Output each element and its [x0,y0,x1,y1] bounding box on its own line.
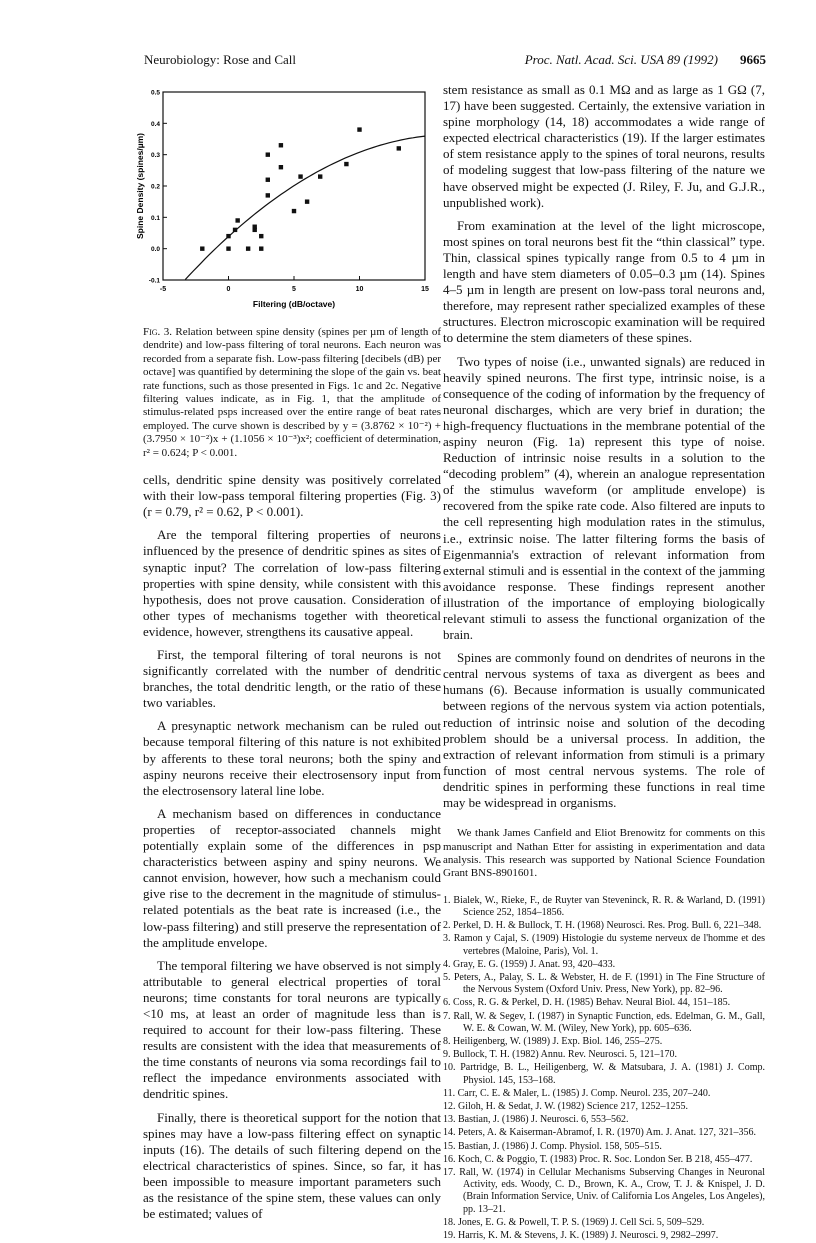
y-tick-label: 0.1 [150,214,160,222]
data-point [266,193,270,197]
page-number: 9665 [740,52,766,67]
data-point [305,199,309,203]
reference-item: 11. Carr, C. E. & Maler, L. (1985) J. Comp. Neurol. 235, 207–240. [443,1087,711,1099]
paragraph: A mechanism based on differences in conductance properties of receptor-associated channels might potentially explain some of the differences in psp characteristics between aspiny and spiny neurons. We cannot envision, however, how such a mechanism could give rise to the decrement in the magnitude of stimulus-related potentials as the beat rate is increased (i.e., the low-pass filtering) and still preserve the representation of the amplitude envelope. [143,805,441,950]
data-point [246,246,250,250]
x-axis-label: Filtering (dB/octave) [252,299,336,309]
paragraph: The temporal filtering we have observed is not simply attributable to general electrical properties of toral neurons; time constants for toral neurons are typically <10 ms, at least an order of magnitude less than is required to account for their low-pass filtering. These results are consistent with the idea that measurements of the time constants of neurons via soma recordings fail to reflect the impedance environments associated with dendritic spines. [143,957,441,1102]
y-tick-label: 0.2 [150,183,160,191]
left-column [135,82,441,1229]
data-point [279,165,283,169]
reference-item: 10. Partridge, B. L., Heiligenberg, W. & Matsubara, J. A. (1981) J. Comp. Physiol. 145, 153–168. [443,1062,765,1086]
data-point [233,228,237,232]
reference-item: 8. Heiligenberg, W. (1989) J. Exp. Biol. 146, 255–275. [443,1035,663,1047]
reference-list [443,895,765,1242]
y-tick-label: 0.4 [150,120,160,128]
acknowledgment: We thank James Canfield and Eliot Brenowitz for comments on this manuscript and Nathan Etter for assisting in experimentation and data analysis. This research was supported by National Science Foundation Grant BNS-8901601. [443,827,765,880]
y-tick-label: 0.5 [150,89,160,97]
right-column [443,82,765,1243]
paragraph: Two types of noise (i.e., unwanted signals) are reduced in heavily spined neurons. The first type, intrinsic noise, is a consequence of the coding of information by the frequency of neuronal discharges, which are very brief in duration; the high-frequency fluctuations in the membrane potential of the aspiny neuron (Fig. 1a) represent this type of noise. Reduction of intrinsic noise results in a solution to the “decoding problem” (4), wherein an analogue representation of the stimulus waveform (or amplitude envelope) is recovered from the spike rate code. Also filtered are inputs to the cell representing high modulation rates in the stimulus, i.e., extrinsic noise. The latter filtering forms the basis of Eigenmannia's extraction of relevant information from external stimuli and is essential in the context of the jamming avoidance response. These findings represent another illustration of the importance of employing biologically relevant stimuli to assess the functional organization of the brain. [443,353,765,643]
data-point [266,152,270,156]
data-point [253,225,257,229]
reference-item: 16. Koch, C. & Poggio, T. (1983) Proc. R. Soc. London Ser. B 218, 455–477. [443,1153,753,1165]
paragraph: cells, dendritic spine density was positively correlated with their low-pass temporal filtering properties (Fig. 3) (r = 0.79, r² = 0.62, P < 0.001). [143,472,441,520]
reference-item: 7. Rall, W. & Segev, I. (1987) in Synaptic Function, eds. Edelman, G. M., Gall, W. E. & Cowan, W. M. (Wiley, New York), pp. 605–636. [443,1010,765,1034]
x-tick-label: 10 [355,286,364,293]
reference-item: 2. Perkel, D. H. & Bullock, T. H. (1968) Neurosci. Res. Prog. Bull. 6, 221–348. [443,920,762,932]
reference-item: 17. Rall, W. (1974) in Cellular Mechanisms Subserving Changes in Neuronal Activity, eds. Woody, C. D., Brown, K. A., Crow, T. J. & Knispel, J. D. (Brain Information Service, Univ. of California Los Angeles, Los Angeles), pp. 13–21. [443,1167,765,1215]
data-point [266,178,270,182]
y-tick-label: 0.0 [150,246,160,254]
reference-item: 3. Ramon y Cajal, S. (1909) Histologie du systeme nerveux de l'homme et des vertebres (Maloine, Paris), Vol. 1. [443,933,765,957]
reference-item: 15. Bastian, J. (1986) J. Comp. Physiol. 158, 505–515. [443,1140,662,1152]
data-point [226,246,230,250]
data-point [344,162,348,166]
reference-item: 18. Jones, E. G. & Powell, T. P. S. (1969) J. Cell Sci. 5, 509–529. [443,1216,705,1228]
paragraph: A presynaptic network mechanism can be ruled out because temporal filtering of this nature is not exhibited by afferents to these toral neurons; both the spiny and aspiny neurons receive their electrosensory input from the electrosensory lateral line lobe. [143,718,441,798]
data-point [259,234,263,238]
reference-item: 1. Bialek, W., Rieke, F., de Ruyter van Steveninck, R. R. & Warland, D. (1991) Science 252, 1854–1856. [443,894,765,918]
reference-item: 13. Bastian, J. (1986) J. Neurosci. 6, 553–562. [443,1114,629,1126]
y-tick-label: -0.1 [148,277,160,285]
y-axis-label: Spine Density (spines/µm) [135,133,145,239]
figure-3-chart [135,82,441,322]
data-point [226,234,230,238]
fit-curve [185,136,425,279]
x-tick-label: 15 [421,286,429,293]
data-point [292,209,296,213]
data-point [200,246,204,250]
reference-item: 12. Giloh, H. & Sedat, J. W. (1982) Science 217, 1252–1255. [443,1101,688,1112]
data-point [318,174,322,178]
x-tick-label: 0 [226,286,231,293]
paragraph: stem resistance as small as 0.1 MΩ and as large as 1 GΩ (7, 17) have been suggested. Certainly, the extensive variation in spine morphology (14, 18) accommodates a wide range of expected electrical characteristics (19). If the larger estimates of stem resistance apply to the spines of toral neurons, results of modeling suggest that low-pass filtering of the nature we have observed might be expected (J. Riley, F. Ju, and G.J.R., unpublished work). [443,82,765,210]
page-header [144,52,766,72]
paragraph: Spines are commonly found on dendrites of neurons in the central nervous systems of taxa as divergent as bees and humans (6). Because information is usually communicated between regions of the nervous system via action potentials, reduction of intrinsic noise and solution of the decoding problem should be a universal process. In addition, the extraction of relevant information from stimuli is a primary function of most central nervous systems. The role of dendritic spines in performing these functions in real time may be widespread in organisms. [443,650,765,811]
data-point [298,174,302,178]
data-point [279,143,283,147]
figure-caption [143,326,441,460]
reference-item: 4. Gray, E. G. (1959) J. Anat. 93, 420–433. [443,958,616,970]
caption-text: Relation between spine density (spines per µm of length of dendrite) and low-pass filtering of toral neurons. Each neuron was recorded from a separate fish. Low-pass filtering [decibels (dB) per octave] was quantified by determining the slope of the gain vs. beat rate functions, such as those presented in Figs. 1c and 2c. Negative filtering values indicate, as in Fig. 1, that the amplitude of stimulus-related psps increased over the entire range of beat rates employed. The curve shown is described by y = (3.8762 × 10⁻²) + (3.7950 × 10⁻²)x + (1.1056 × 10⁻³)x²; coefficient of determination, r² = 0.624; P < 0.001. [143,326,441,459]
data-point [357,127,361,131]
data-point [235,218,239,222]
journal-name: Proc. Natl. Acad. Sci. USA 89 (1992) [524,52,718,67]
paragraph: Finally, there is theoretical support for the notion that spines may have a low-pass filtering effect on synaptic inputs (16). The details of such filtering depend on the electrical characteristics of spines. Since, so far, it has been impossible to measure important parameters such as the resistance of the spine stem, these values can only be estimated; values of [143,1109,441,1222]
reference-item: 9. Bullock, T. H. (1982) Annu. Rev. Neurosci. 5, 121–170. [443,1049,677,1061]
reference-item: 5. Peters, A., Palay, S. L. & Webster, H. de F. (1991) in The Fine Structure of the Nervous System (Oxford Univ. Press, New York), pp. 82–96. [443,971,765,996]
x-tick-label: -5 [159,286,167,293]
reference-item: 6. Coss, R. G. & Perkel, D. H. (1985) Behav. Neural Biol. 44, 151–185. [443,997,731,1009]
reference-item: 14. Peters, A. & Kaiserman-Abramof, I. R. (1970) Am. J. Anat. 127, 321–356. [443,1127,757,1139]
reference-item: 19. Harris, K. M. & Stevens, J. K. (1989) J. Neurosci. 9, 2982–2997. [443,1230,719,1242]
paragraph: Are the temporal filtering properties of neurons influenced by the presence of dendritic spines as sites of synaptic input? The correlation of low-pass filtering properties with spine density, while consistent with this hypothesis, does not prove causation. Consideration of other types of mechanisms together with theoretical evidence, however, strengthens its causative appeal. [143,527,441,639]
data-point [397,146,401,150]
paragraph: First, the temporal filtering of toral neurons is not significantly correlated with the number of dendritic branches, the total dendritic length, or the ratio of these two variables. [143,647,441,711]
data-point [259,246,263,250]
journal-citation [525,52,766,68]
y-tick-label: 0.3 [150,152,160,160]
paragraph: From examination at the level of the light microscope, most spines on toral neurons best fit the “thin classical” type. Thin, classical spines typically range from 0.5 to 4 µm in length and have stem diameters of 0.05–0.3 µm (14). Spines 4–5 µm in length are present on low-pass toral neurons and, therefore, may represent rather specialized examples of these structures. Electron microscopic examination will be required to determine the stem diameters of these spines. [443,217,765,346]
caption-label: Fig. 3. [143,326,172,338]
running-head: Neurobiology: Rose and Call [144,52,297,67]
x-tick-label: 5 [292,286,296,293]
